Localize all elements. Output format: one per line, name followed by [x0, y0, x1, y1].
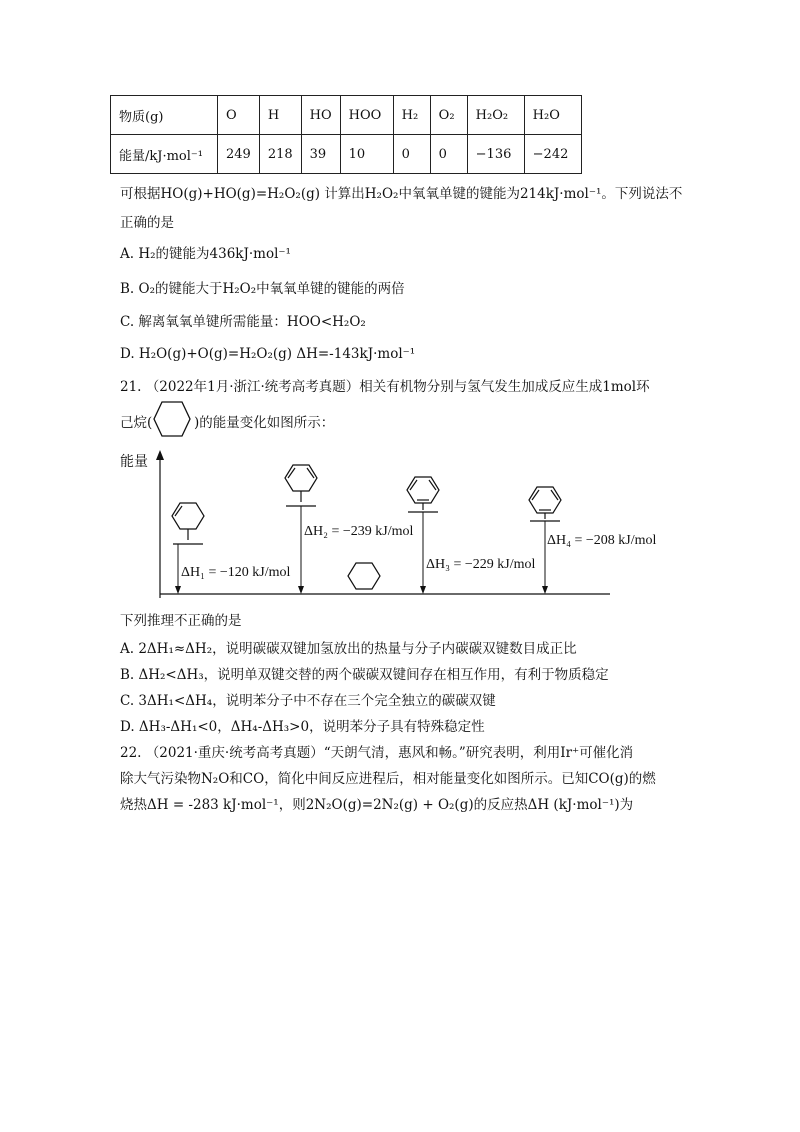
dH2-label: ΔH₂ = −239 kJ/mol	[304, 524, 414, 539]
table-cell: 218	[259, 135, 301, 174]
dH1-arrow-icon	[175, 586, 181, 594]
benzene-kekule-icon	[407, 477, 439, 512]
table-cell: H₂O	[524, 96, 581, 135]
q22-line1: 22. （2021·重庆·统考高考真题）“天朗气清，惠风和畅。”研究表明，利用Ir⁺可催化消	[120, 745, 634, 761]
table-cell: H₂O₂	[467, 96, 524, 135]
q20-line1: 可根据HO(g)+HO(g)=H₂O₂(g) 计算出H₂O₂中氧氧单键的键能为214kJ·mol⁻¹。下列说法不	[120, 186, 683, 202]
q20-option-a: A. H₂的键能为436kJ·mol⁻¹	[120, 246, 291, 262]
table-cell: O	[218, 96, 260, 135]
q21-option-d: D. ΔH₃-ΔH₁<0，ΔH₄-ΔH₃>0，说明苯分子具有特殊稳定性	[120, 719, 485, 735]
cyclohexadiene-icon	[285, 465, 317, 506]
dH3-arrow-icon	[420, 586, 426, 594]
q21-option-c: C. 3ΔH₁<ΔH₄，说明苯分子中不存在三个完全独立的碳碳双键	[120, 693, 496, 709]
q21-line1: 21. （2022年1月·浙江·统考高考真题）相关有机物分别与氢气发生加成反应生成1mol环	[120, 379, 650, 395]
table-cell: H	[259, 96, 301, 135]
energy-table	[110, 95, 582, 174]
table-cell: HOO	[340, 96, 393, 135]
table-cell: 249	[218, 135, 260, 174]
table-cell: O₂	[430, 96, 467, 135]
q21-line2-b: )的能量变化如图所示：	[194, 415, 335, 431]
q21-line2-a: 己烷(	[120, 415, 153, 431]
table-cell: 0	[430, 135, 467, 174]
dH4-arrow-icon	[542, 586, 548, 594]
y-axis-label: 能量	[120, 455, 148, 470]
cyclohexane-product-icon	[348, 563, 380, 589]
table-cell: 物质(g)	[111, 96, 218, 135]
q22-line3: 烧热ΔH = -283 kJ·mol⁻¹，则2N₂O(g)=2N₂(g) + O₂(g)的反应热ΔH (kJ·mol⁻¹)为	[120, 797, 634, 813]
benzene-icon	[529, 487, 561, 521]
table-cell: 能量/kJ·mol⁻¹	[111, 135, 218, 174]
q21-option-b: B. ΔH₂<ΔH₃，说明单双键交替的两个碳碳双键间存在相互作用，有利于物质稳定	[120, 667, 609, 683]
table-row	[111, 96, 582, 135]
q22-line2: 除大气污染物N₂O和CO，简化中间反应进程后，相对能量变化如图所示。已知CO(g)的燃	[120, 771, 656, 787]
y-axis-arrow-icon	[156, 450, 164, 460]
q20-option-c: C. 解离氧氧单键所需能量：HOO<H₂O₂	[120, 314, 366, 330]
q21-stem: 下列推理不正确的是	[120, 613, 242, 629]
q20-option-d: D. H₂O(g)+O(g)=H₂O₂(g) ΔH=-143kJ·mol⁻¹	[120, 346, 416, 362]
dH2-arrow-icon	[298, 586, 304, 594]
dH4-label: ΔH₄ = −208 kJ/mol	[547, 533, 657, 548]
q20-option-b: B. O₂的键能大于H₂O₂中氧氧单键的键能的两倍	[120, 281, 405, 297]
table-cell: 39	[301, 135, 340, 174]
table-cell: 10	[340, 135, 393, 174]
cyclohexane-inline-icon	[152, 399, 192, 439]
table-cell: HO	[301, 96, 340, 135]
table-row	[111, 135, 582, 174]
q21-option-a: A. 2ΔH₁≈ΔH₂，说明碳碳双键加氢放出的热量与分子内碳碳双键数目成正比	[120, 641, 577, 657]
table-cell: 0	[393, 135, 430, 174]
dH3-label: ΔH₃ = −229 kJ/mol	[426, 557, 536, 572]
cyclohexene-icon	[172, 503, 204, 544]
table-cell: −136	[467, 135, 524, 174]
table-cell: −242	[524, 135, 581, 174]
q20-line2: 正确的是	[120, 215, 174, 231]
table-cell: H₂	[393, 96, 430, 135]
dH1-label: ΔH₁ = −120 kJ/mol	[181, 565, 291, 580]
